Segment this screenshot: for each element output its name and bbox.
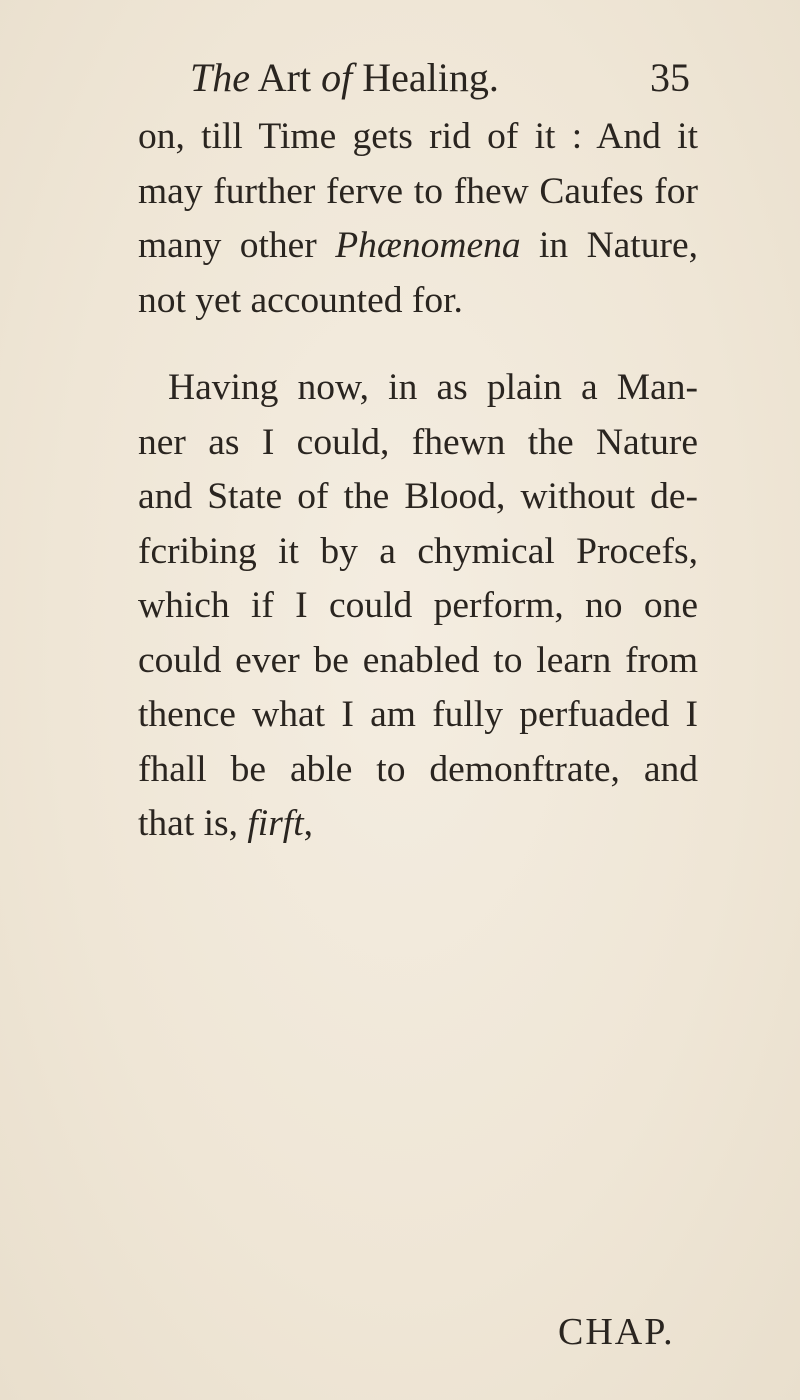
text-fragment: in Nature, <box>520 225 698 266</box>
running-title-of: of <box>321 55 353 100</box>
text-line: on, till Time gets rid of it : And it <box>138 116 698 157</box>
italic-word: firft <box>247 803 304 844</box>
text-line: and State of the Blood, without de- <box>138 476 698 517</box>
text-fragment: , <box>303 803 314 844</box>
italic-term: Phænomena <box>335 225 521 266</box>
text-line: may further ferve to fhew Caufes for <box>138 170 698 212</box>
text-line: fhall be able to demonftrate, and <box>138 748 698 790</box>
page-number: 35 <box>650 55 690 100</box>
text-line: fcribing it by a chymical Procefs, <box>138 530 698 572</box>
text-line: Having now, in as plain a Man- <box>168 367 698 408</box>
running-title-healing: Healing. <box>352 55 499 100</box>
body-text <box>138 110 698 852</box>
text-line: could ever be enabled to learn from <box>138 639 698 681</box>
running-title-art: Art <box>250 55 322 100</box>
text-line: ner as I could, fhewn the Nature <box>138 421 698 463</box>
catchword: CHAP. <box>558 1311 675 1353</box>
running-title <box>190 48 499 108</box>
text-line <box>138 797 698 852</box>
text-line <box>138 219 698 274</box>
running-title-the: The <box>190 55 250 100</box>
text-line: thence what I am fully perfuaded I <box>138 694 698 735</box>
running-head <box>190 48 690 108</box>
text-line: not yet accounted for. <box>138 279 463 321</box>
text-line: which if I could perform, no one <box>138 585 698 626</box>
text-fragment: that is, <box>138 803 248 844</box>
text-fragment: many other <box>138 225 336 266</box>
paragraph-gap <box>138 328 698 361</box>
